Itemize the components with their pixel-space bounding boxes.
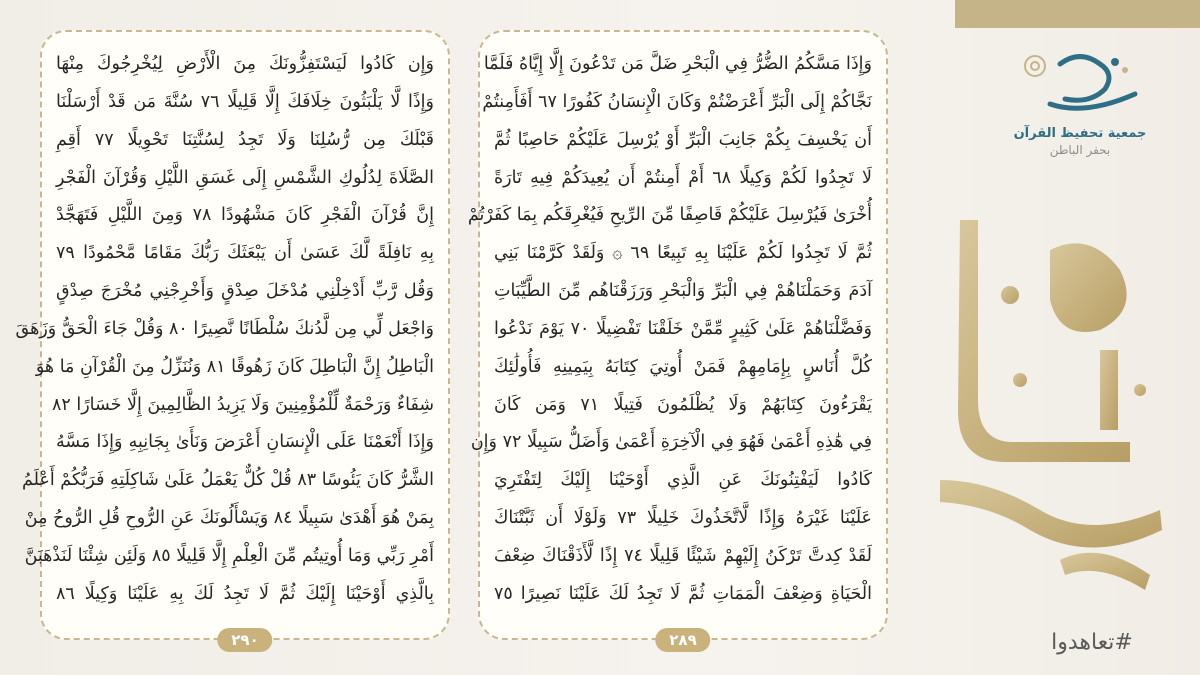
- verse-line: عَلَيْنَا غَيْرَهُ وَإِذًا لَّاتَّخَذُوكَ خَلِيلًا ٧٣ وَلَوْلَا أَن ثَبَّتْنَاكَ: [494, 508, 872, 529]
- verse-line: وَإِذًا لَّا يَلْبَثُونَ خِلَافَكَ إِلَّا قَلِيلًا ٧٦ سُنَّةَ مَن قَدْ أَرْسَلْنَا: [56, 91, 434, 112]
- verse-line: كُلَّ أُنَاسٍ بِإِمَامِهِمْ فَمَنْ أُوتِيَ كِتَابَهُ بِيَمِينِهِ فَأُولَٰئِكَ: [494, 356, 872, 377]
- verse-line: بِالَّذِي أَوْحَيْنَا إِلَيْكَ ثُمَّ لَا تَجِدُ لَكَ بِهِ عَلَيْنَا وَكِيلًا ٨٦: [56, 583, 434, 604]
- verse-line: وَقُل رَّبِّ أَدْخِلْنِي مُدْخَلَ صِدْقٍ وَأَخْرِجْنِي مُخْرَجَ صِدْقٍ: [56, 281, 434, 302]
- verse-line: وَإِذَا مَسَّكُمُ الضُّرُّ فِي الْبَحْرِ ضَلَّ مَن تَدْعُونَ إِلَّا إِيَّاهُ فَلَمَّا: [483, 54, 872, 74]
- verse-line: الْحَيَاةِ وَضِعْفَ الْمَمَاتِ ثُمَّ لَا تَجِدُ لَكَ عَلَيْنَا نَصِيرًا ٧٥: [494, 583, 872, 604]
- verse-line: ثُمَّ لَا تَجِدُوا لَكُمْ عَلَيْنَا بِهِ تَبِيعًا ٦٩ ۞ وَلَقَدْ كَرَّمْنَا بَنِي: [494, 243, 872, 264]
- verse-line: شِفَاءٌ وَرَحْمَةٌ لِّلْمُؤْمِنِينَ وَلَا يَزِيدُ الظَّالِمِينَ إِلَّا خَسَارًا ٨٢: [51, 394, 434, 415]
- verse-line: يَقْرَءُونَ كِتَابَهُمْ وَلَا يُظْلَمُونَ فَتِيلًا ٧١ وَمَن كَانَ: [494, 394, 872, 415]
- page-text-right: [467, 46, 872, 612]
- verse-line: وَإِذَا أَنْعَمْنَا عَلَى الْإِنسَانِ أَعْرَضَ وَنَأَىٰ بِجَانِبِهِ وَإِذَا مَسَّهُ: [56, 432, 434, 453]
- mushaf-page-right: [467, 30, 888, 649]
- verse-line: إِنَّ قُرْآنَ الْفَجْرِ كَانَ مَشْهُودًا ٧٨ وَمِنَ اللَّيْلِ فَتَهَجَّدْ: [56, 205, 434, 226]
- verse-line: نَجَّاكُمْ إِلَى الْبَرِّ أَعْرَضْتُمْ وَكَانَ الْإِنسَانُ كَفُورًا ٦٧ أَفَأَمِنتُمْ: [482, 91, 872, 112]
- verse-line: الْبَاطِلُ إِنَّ الْبَاطِلَ كَانَ زَهُوقًا ٨١ وَنُنَزِّلُ مِنَ الْقُرْآنِ مَا هُوَ: [35, 356, 434, 377]
- calligraphy-tahahadu-icon: [900, 180, 1200, 600]
- verse-line: بِمَنْ هُوَ أَهْدَىٰ سَبِيلًا ٨٤ وَيَسْأَلُونَكَ عَنِ الرُّوحِ قُلِ الرُّوحُ مِنْ: [24, 508, 434, 529]
- verse-line: الشَّرُّ كَانَ يَئُوسًا ٨٣ قُلْ كُلٌّ يَعْمَلُ عَلَىٰ شَاكِلَتِهِ فَرَبُّكُمْ أَعْلَمُ: [21, 470, 434, 491]
- verse-line: بِهِ نَافِلَةً لَّكَ عَسَىٰ أَن يَبْعَثَكَ رَبُّكَ مَقَامًا مَّحْمُودًا ٧٩: [56, 243, 434, 264]
- verse-line: وَاجْعَل لِّي مِن لَّدُنكَ سُلْطَانًا نَّصِيرًا ٨٠ وَقُلْ جَاءَ الْحَقُّ وَزَهَقَ: [15, 318, 434, 339]
- verse-line: لَقَدْ كِدتَّ تَرْكَنُ إِلَيْهِمْ شَيْئًا قَلِيلًا ٧٤ إِذًا لَّأَذَقْنَاكَ ضِعْفَ: [494, 545, 872, 566]
- verse-line: أُخْرَىٰ فَيُرْسِلَ عَلَيْكُمْ قَاصِفًا مِّنَ الرِّيحِ فَيُغْرِقَكُم بِمَا كَفَرْتُمْ: [467, 205, 872, 226]
- verse-line: أَمْرِ رَبِّي وَمَا أُوتِيتُم مِّنَ الْعِلْمِ إِلَّا قَلِيلًا ٨٥ وَلَئِن شِئْنَا لَنَذْهَبَنَّ: [24, 545, 434, 566]
- page-number-right: ٢٨٩: [655, 628, 710, 652]
- organization-logo: [980, 44, 1180, 174]
- hashtag-label: #تعاهدوا: [1051, 630, 1133, 655]
- page-number-left: ٢٩٠: [217, 628, 272, 652]
- verse-line: الصَّلَاةَ لِدُلُوكِ الشَّمْسِ إِلَى غَسَقِ اللَّيْلِ وَقُرْآنَ الْفَجْرِ: [56, 167, 434, 188]
- verse-line: كَادُوا لَيَفْتِنُونَكَ عَنِ الَّذِي أَوْحَيْنَا إِلَيْكَ لِتَفْتَرِيَ: [494, 470, 872, 491]
- mushaf-page-left: [15, 30, 450, 649]
- verse-line: قَبْلَكَ مِن رُّسُلِنَا وَلَا تَجِدُ لِسُنَّتِنَا تَحْوِيلًا ٧٧ أَقِمِ: [56, 129, 435, 150]
- logo-subtitle: بحفر الباطن: [1049, 143, 1111, 157]
- logo-mark-icon: [1005, 44, 1155, 124]
- top-accent-tab: [955, 0, 1200, 28]
- verse-line: وَإِن كَادُوا لَيَسْتَفِزُّونَكَ مِنَ الْأَرْضِ لِيُخْرِجُوكَ مِنْهَا: [56, 54, 434, 74]
- verse-line: فِي هَٰذِهِ أَعْمَىٰ فَهُوَ فِي الْآخِرَةِ أَعْمَىٰ وَأَضَلُّ سَبِيلًا ٧٢ وَإِن: [470, 432, 872, 453]
- logo-title: جمعية تحفيظ القرآن: [1013, 126, 1147, 141]
- verse-line: آدَمَ وَحَمَلْنَاهُمْ فِي الْبَرِّ وَالْبَحْرِ وَرَزَقْنَاهُم مِّنَ الطَّيِّبَاتِ: [494, 281, 872, 302]
- verse-line: لَا تَجِدُوا لَكُمْ وَكِيلًا ٦٨ أَمْ أَمِنتُمْ أَن يُعِيدَكُمْ فِيهِ تَارَةً: [494, 167, 872, 188]
- verse-line: وَفَضَّلْنَاهُمْ عَلَىٰ كَثِيرٍ مِّمَّنْ خَلَقْنَا تَفْضِيلًا ٧٠ يَوْمَ نَدْعُوا: [494, 318, 872, 339]
- verse-line: أَن يَخْسِفَ بِكُمْ جَانِبَ الْبَرِّ أَوْ يُرْسِلَ عَلَيْكُمْ حَاصِبًا ثُمَّ: [494, 129, 872, 150]
- page-text-left: [15, 46, 435, 612]
